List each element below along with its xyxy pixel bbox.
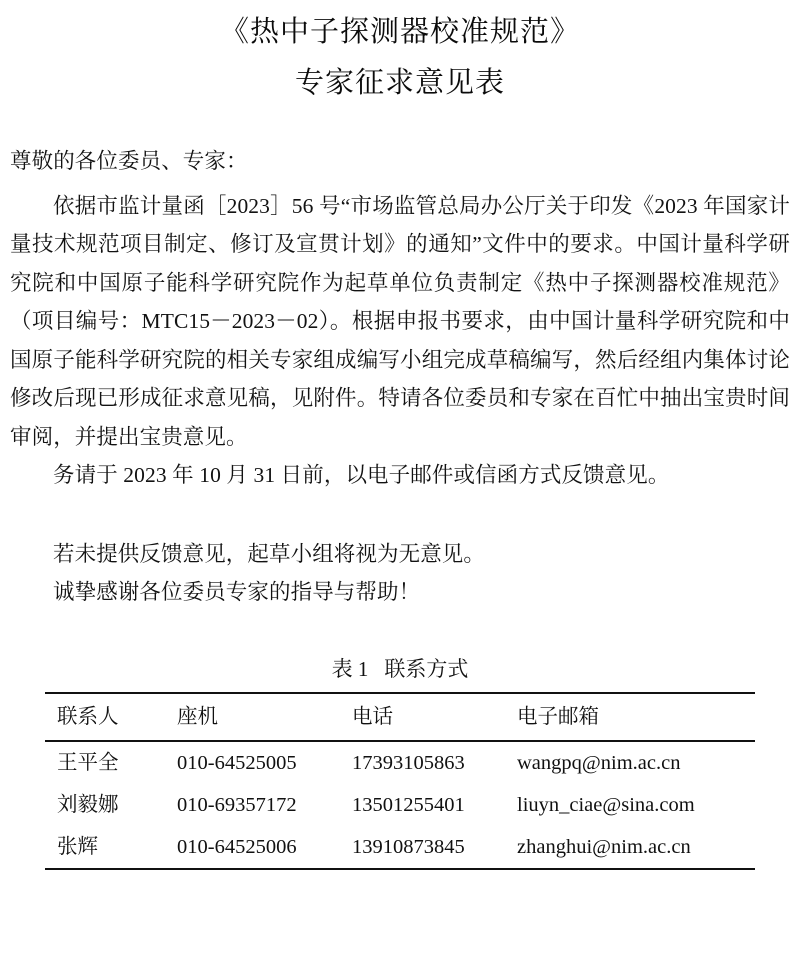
table-caption-label: 表 1 <box>331 656 369 681</box>
document-title-block <box>10 0 790 106</box>
body-paragraph-4: 诚挚感谢各位委员专家的指导与帮助！ <box>53 580 421 604</box>
spacer <box>10 495 790 535</box>
table-row <box>45 784 755 826</box>
table-caption <box>10 654 790 684</box>
column-header-name: 联系人 <box>57 705 119 728</box>
cell-contact-landline: 010-64525005 <box>177 751 297 774</box>
body-paragraph-3: 若未提供反馈意见，起草小组将视为无意见。 <box>53 541 486 566</box>
cell-contact-name-text: 张辉 <box>57 835 98 858</box>
table-header-row <box>45 693 755 741</box>
table-row <box>45 741 755 784</box>
column-header-mobile: 电话 <box>352 705 393 728</box>
contact-table <box>45 692 755 870</box>
cell-contact-mobile: 13910873845 <box>352 835 465 858</box>
cell-contact-landline: 010-69357172 <box>177 793 297 816</box>
document-body <box>10 142 790 612</box>
table-row <box>45 826 755 869</box>
contact-table-wrapper <box>45 692 755 870</box>
table-caption-title: 联系方式 <box>384 656 469 681</box>
cell-contact-mobile: 17393105863 <box>352 751 465 774</box>
cell-contact-name: 王平全 <box>57 751 119 774</box>
column-header-landline: 座机 <box>177 705 218 728</box>
cell-contact-mobile: 13501255401 <box>352 793 465 816</box>
cell-contact-landline: 010-64525006 <box>177 835 297 858</box>
body-paragraph-1: 依据市监计量函［2023］56 号“市场监管总局办公厅关于印发《2023 年国家计量技术规范项目制定、修订及宣贯计划》的通知”文件中的要求。中国计量科学研究院和中国原子能科学研究院作为起草单位负责制定《热中子探测器校准规范》（项目编号：MTC15－2023－02）。根据申报书要求，由中国计量科学研究院和中国原子能科学研究院的相关专家组成编写小组完成草稿编写，然后经组内集体讨论修改后现已形成征求意见稿，见附件。特请各位委员和专家在百忙中抽出宝贵时间审阅，并提出宝贵意见。 <box>10 193 790 449</box>
column-header-email: 电子邮箱 <box>517 705 599 728</box>
contact-table-head <box>45 693 755 741</box>
contact-table-body <box>45 741 755 869</box>
cell-contact-email: liuyn_ciae@sina.com <box>517 793 695 816</box>
salutation-line: 尊敬的各位委员、专家： <box>10 149 248 173</box>
page-title-line-2: 专家征求意见表 <box>294 67 505 99</box>
page-title-line-1: 《热中子探测器校准规范》 <box>219 16 580 48</box>
body-paragraph-2: 务请于 2023 年 10 月 31 日前，以电子邮件或信函方式反馈意见。 <box>53 463 670 487</box>
cell-contact-email: wangpq@nim.ac.cn <box>517 751 681 774</box>
cell-contact-email: zhanghui@nim.ac.cn <box>517 835 691 858</box>
cell-contact-name: 刘毅娜 <box>57 793 119 816</box>
cell-contact-name <box>45 826 177 869</box>
